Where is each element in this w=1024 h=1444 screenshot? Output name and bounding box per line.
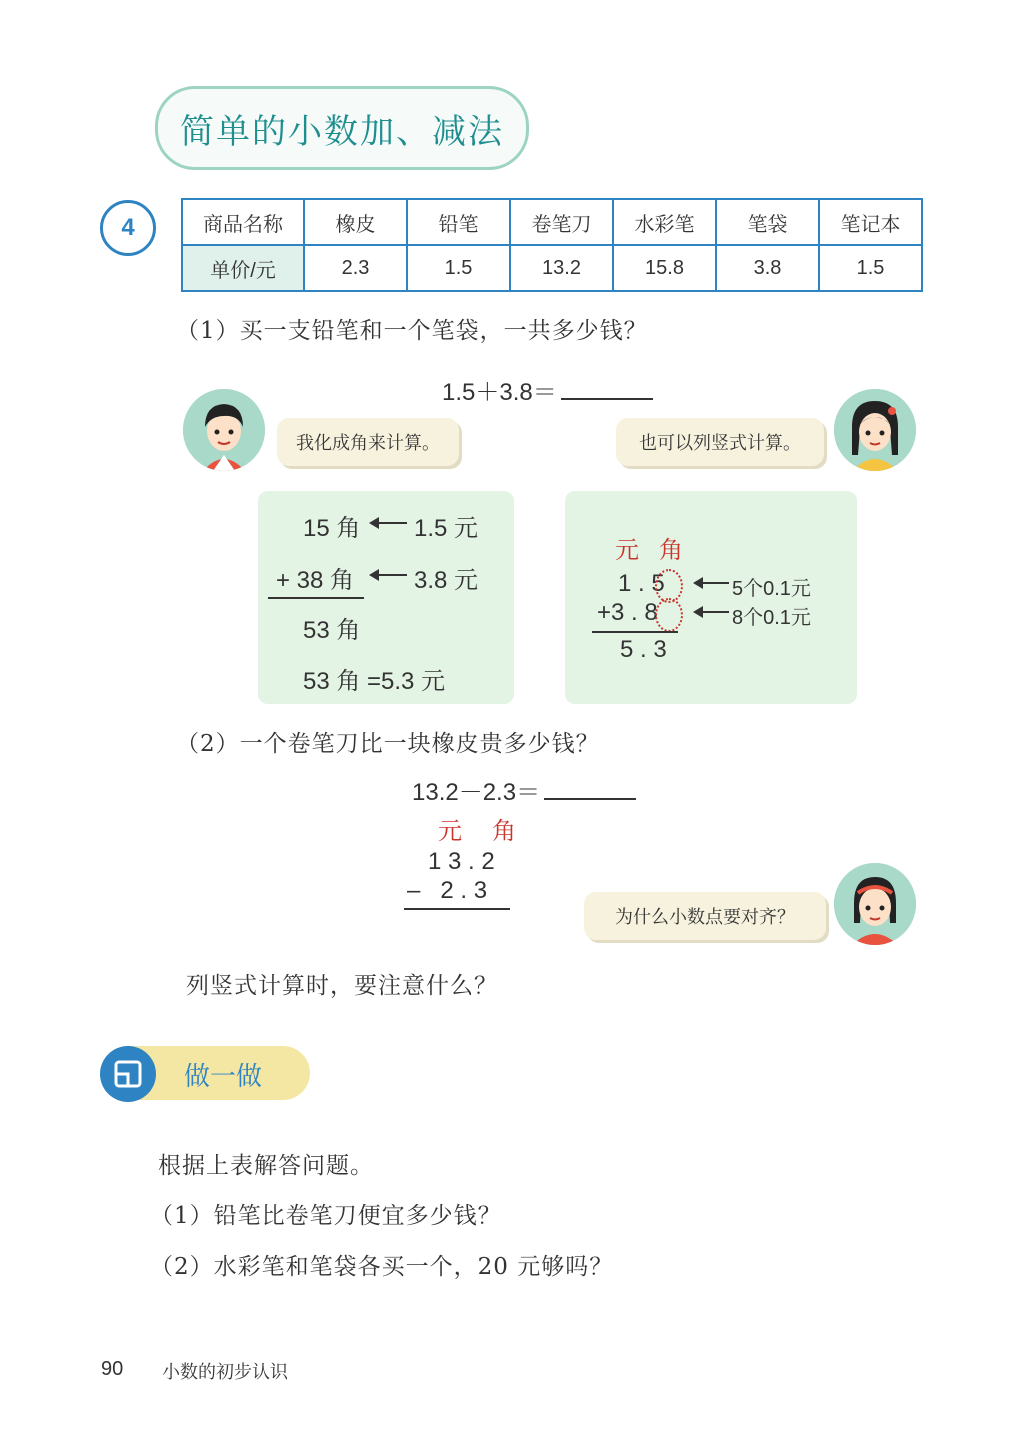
table-price: 3.8 <box>716 245 819 291</box>
jiao-sum: 53 角 <box>303 617 361 644</box>
practice-icon <box>100 1046 156 1102</box>
yuan-header: 元 <box>438 818 462 845</box>
table-row-label: 单价/元 <box>182 245 304 291</box>
girl-avatar-2 <box>834 863 916 945</box>
table-item: 笔袋 <box>716 199 819 245</box>
vertical-sum: 5 . 3 <box>620 636 667 663</box>
equation-1 <box>442 372 653 407</box>
price-table <box>181 198 923 292</box>
boy-speech-bubble: 我化成角来计算。 <box>277 418 459 466</box>
table-row <box>182 245 922 291</box>
example-number-badge: 4 <box>100 200 156 256</box>
question-1: （1）买一支铅笔和一个笔袋，一共多少钱？ <box>176 318 648 344</box>
table-price: 1.5 <box>819 245 922 291</box>
do-question-1: （1）铅笔比卷笔刀便宜多少钱？ <box>150 1203 502 1229</box>
table-price: 2.3 <box>304 245 407 291</box>
girl-speech-bubble-1: 也可以列竖式计算。 <box>616 418 824 466</box>
jiao-line-1: 15 角 <box>303 515 361 542</box>
page-number: 90 <box>101 1358 124 1380</box>
equation-2 <box>412 772 636 807</box>
note-2: 8个0.1元 <box>732 607 811 629</box>
answer-blank <box>561 376 653 400</box>
question-2: （2）一个卷笔刀比一块橡皮贵多少钱？ <box>176 731 600 757</box>
sum-line <box>404 908 510 910</box>
jiao-header: 角 <box>492 818 516 845</box>
table-item: 笔记本 <box>819 199 922 245</box>
table-price: 1.5 <box>407 245 510 291</box>
arrow-left-icon <box>693 602 731 622</box>
sum-line <box>592 631 678 633</box>
chapter-name: 小数的初步认识 <box>162 1362 288 1383</box>
table-header-label: 商品名称 <box>182 199 304 245</box>
arrow-left-icon <box>369 565 409 585</box>
vertical-row-1: 1 . 5 <box>618 570 665 597</box>
table-item: 水彩笔 <box>613 199 716 245</box>
do-intro: 根据上表解答问题。 <box>158 1153 374 1179</box>
table-price: 13.2 <box>510 245 613 291</box>
jiao-header: 角 <box>659 537 683 564</box>
girl-speech-bubble-2: 为什么小数点要对齐？ <box>584 892 826 940</box>
table-item: 铅笔 <box>407 199 510 245</box>
note-1: 5个0.1元 <box>732 578 811 600</box>
arrow-left-icon <box>693 573 731 593</box>
jiao-line-1-yuan: 1.5 元 <box>414 515 479 542</box>
do-question-2: （2）水彩笔和笔袋各买一个，20 元够吗？ <box>150 1254 614 1280</box>
table-item: 橡皮 <box>304 199 407 245</box>
equation-2-text: 13.2－2.3＝ <box>412 779 541 806</box>
jiao-line-2-yuan: 3.8 元 <box>414 567 479 594</box>
sum-line <box>268 597 364 599</box>
vertical-row-1: 1 3 . 2 <box>428 848 495 875</box>
do-section-label: 做一做 <box>184 1062 263 1092</box>
boy-avatar <box>183 389 265 471</box>
vertical-method-panel <box>565 491 857 704</box>
answer-blank <box>544 776 636 800</box>
jiao-result: 53 角 =5.3 元 <box>303 668 446 695</box>
table-item: 卷笔刀 <box>510 199 613 245</box>
table-row <box>182 199 922 245</box>
vertical-row-2: +3 . 8 <box>597 599 658 626</box>
highlight-circle <box>655 598 683 632</box>
table-price: 15.8 <box>613 245 716 291</box>
attention-question: 列竖式计算时，要注意什么？ <box>186 973 498 999</box>
lesson-title: 简单的小数加、减法 <box>155 86 529 170</box>
girl-avatar-1 <box>834 389 916 471</box>
yuan-header: 元 <box>615 537 639 564</box>
arrow-left-icon <box>369 513 409 533</box>
jiao-line-2: + 38 角 <box>276 567 355 594</box>
vertical-row-2: – 2 . 3 <box>407 877 488 904</box>
equation-1-text: 1.5＋3.8＝ <box>442 379 557 406</box>
